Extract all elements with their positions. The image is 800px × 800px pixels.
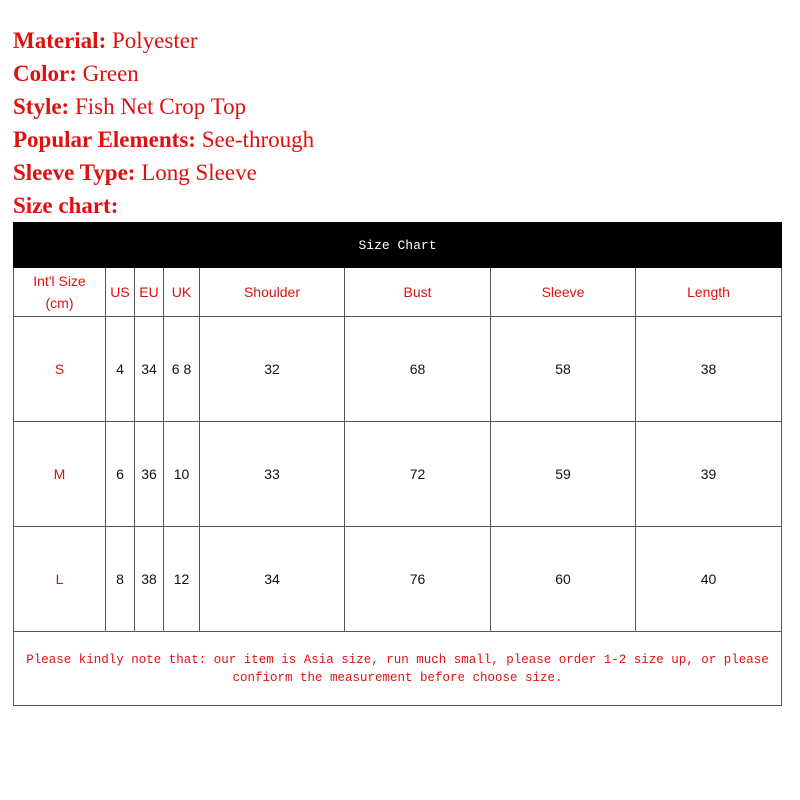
- cell-sleeve: 58: [491, 317, 636, 422]
- table-row: [14, 422, 782, 527]
- spec-popular-elements: [13, 123, 713, 156]
- cell-sleeve: 59: [491, 422, 636, 527]
- cell-size: S: [14, 317, 106, 422]
- header-bust: Bust: [345, 268, 491, 317]
- spec-color: [13, 57, 713, 90]
- spec-label: Material:: [13, 28, 107, 53]
- spec-sleeve-type: [13, 156, 713, 189]
- table-title: Size Chart: [14, 223, 782, 268]
- cell-eu: 36: [135, 422, 164, 527]
- size-note-line2: confiorm the measurement before choose size.: [232, 670, 563, 685]
- header-eu: EU: [135, 268, 164, 317]
- size-chart-table: [13, 222, 782, 706]
- cell-length: 38: [636, 317, 782, 422]
- spec-size-chart-heading: [13, 189, 713, 222]
- spec-value: Green: [82, 61, 139, 86]
- spec-label: Sleeve Type:: [13, 160, 136, 185]
- spec-value: Long Sleeve: [141, 160, 257, 185]
- cell-shoulder: 34: [200, 527, 345, 632]
- cell-length: 40: [636, 527, 782, 632]
- cell-size: M: [14, 422, 106, 527]
- spec-label: Size chart:: [13, 193, 119, 218]
- cell-us: 4: [106, 317, 135, 422]
- cell-us: 6: [106, 422, 135, 527]
- header-uk: UK: [164, 268, 200, 317]
- spec-style: [13, 90, 713, 123]
- cell-size: L: [14, 527, 106, 632]
- cell-uk: 12: [164, 527, 200, 632]
- cell-bust: 76: [345, 527, 491, 632]
- header-length: Length: [636, 268, 782, 317]
- header-us: US: [106, 268, 135, 317]
- cell-bust: 72: [345, 422, 491, 527]
- cell-eu: 34: [135, 317, 164, 422]
- header-intl-size-unit: (cm): [45, 295, 74, 311]
- cell-shoulder: 32: [200, 317, 345, 422]
- spec-value: See-through: [201, 127, 315, 152]
- spec-material: [13, 24, 713, 57]
- header-intl-size: [14, 268, 106, 317]
- spec-label: Color:: [13, 61, 77, 86]
- product-specs: [13, 24, 713, 222]
- cell-shoulder: 33: [200, 422, 345, 527]
- cell-uk: 10: [164, 422, 200, 527]
- cell-eu: 38: [135, 527, 164, 632]
- cell-us: 8: [106, 527, 135, 632]
- spec-label: Popular Elements:: [13, 127, 196, 152]
- cell-uk: 6 8: [164, 317, 200, 422]
- cell-bust: 68: [345, 317, 491, 422]
- header-intl-size-label: Int'l Size: [33, 273, 86, 289]
- header-row: [14, 268, 782, 317]
- cell-length: 39: [636, 422, 782, 527]
- size-note-line1: Please kindly note that: our item is Asia size, run much small, please order 1-2 size up, or please: [26, 652, 769, 667]
- table-row: [14, 317, 782, 422]
- size-note: [14, 632, 782, 706]
- cell-sleeve: 60: [491, 527, 636, 632]
- spec-label: Style:: [13, 94, 70, 119]
- spec-value: Polyester: [111, 28, 198, 53]
- table-row: [14, 527, 782, 632]
- header-sleeve: Sleeve: [491, 268, 636, 317]
- spec-value: Fish Net Crop Top: [74, 94, 247, 119]
- header-shoulder: Shoulder: [200, 268, 345, 317]
